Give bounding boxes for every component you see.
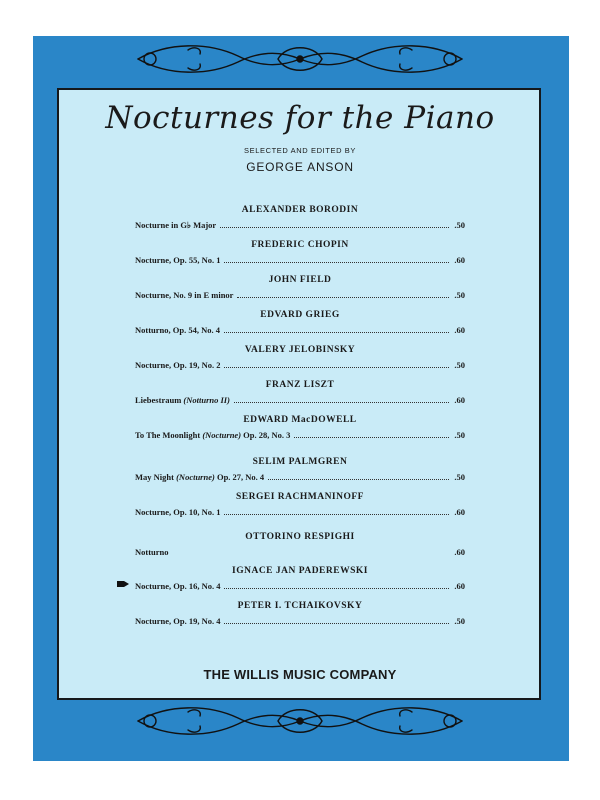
composer-name: PETER I. TCHAIKOVSKY [237, 601, 363, 611]
work-title: Nocturne, Op. 19, No. 4 [135, 616, 221, 626]
work-line [135, 616, 465, 626]
dot-leader [224, 588, 449, 589]
work-title: May Night [135, 472, 174, 482]
composer-name: EDWARD MacDOWELL [243, 415, 357, 425]
price: .50 [454, 616, 465, 626]
work-opus: Op. 28, No. 3 [243, 430, 291, 440]
work-title: Nocturne, Op. 16, No. 4 [135, 581, 221, 591]
dot-leader [224, 623, 449, 624]
subtitle: SELECTED AND EDITED BY [244, 146, 356, 155]
work-line [135, 430, 465, 440]
work-line [135, 581, 465, 591]
price: .60 [454, 507, 465, 517]
work-title: Nocturne in G♭ Major [135, 220, 217, 230]
dot-leader [224, 262, 449, 263]
price: .50 [454, 360, 465, 370]
editor-name: GEORGE ANSON [246, 160, 354, 174]
dot-leader [294, 437, 449, 438]
composer-name: SERGEI RACHMANINOFF [236, 492, 364, 502]
price: .60 [454, 581, 465, 591]
work-title: Notturno [135, 547, 169, 557]
bottom-flourish-icon [128, 700, 472, 742]
work-subtitle: (Notturno II) [183, 395, 230, 405]
top-flourish-icon [128, 38, 472, 80]
dot-leader [234, 402, 449, 403]
dot-leader [237, 297, 449, 298]
composer-name: FREDERIC CHOPIN [251, 240, 349, 250]
price: .60 [454, 325, 465, 335]
work-opus: Op. 27, No. 4 [216, 472, 265, 482]
price: .60 [454, 547, 465, 557]
work-line [135, 360, 465, 370]
work-title: Nocturne, Op. 55, No. 1 [135, 255, 221, 265]
price: .50 [454, 290, 465, 300]
composer-name: ALEXANDER BORODIN [241, 205, 359, 215]
pointing-hand-icon [117, 579, 129, 589]
composer-name: JOHN FIELD [268, 275, 332, 285]
dot-leader [224, 332, 449, 333]
work-line [135, 255, 465, 265]
dot-leader [224, 367, 449, 368]
price: .50 [454, 220, 465, 230]
price: .60 [454, 395, 465, 405]
publisher-name: THE WILLIS MUSIC COMPANY [203, 667, 397, 682]
composer-name: IGNACE JAN PADEREWSKI [232, 566, 368, 576]
work-line [135, 395, 465, 405]
work-title: Nocturne, Op. 10, No. 1 [135, 507, 221, 517]
composer-name: SELIM PALMGREN [252, 457, 348, 467]
price: .60 [454, 255, 465, 265]
work-title: To The Moonlight [135, 430, 201, 440]
dot-leader [224, 514, 449, 515]
work-line [135, 290, 465, 300]
work-subtitle: (Nocturne) [202, 430, 242, 440]
work-title: Liebestraum [135, 395, 182, 405]
work-line [135, 472, 465, 482]
price: .50 [454, 472, 465, 482]
work-line [135, 507, 465, 517]
composer-name: VALERY JELOBINSKY [244, 345, 356, 355]
dot-leader [268, 479, 449, 480]
work-line [135, 547, 465, 557]
work-subtitle: (Nocturne) [176, 472, 215, 482]
work-title: Nocturne, No. 9 in E minor [135, 290, 234, 300]
work-title: Nocturne, Op. 19, No. 2 [135, 360, 221, 370]
composer-name: EDVARD GRIEG [260, 310, 340, 320]
work-title: Notturno, Op. 54, No. 4 [135, 325, 221, 335]
work-line [135, 325, 465, 335]
work-line [135, 220, 465, 231]
page-title: Nocturnes for the Piano [105, 100, 495, 136]
price: .50 [454, 430, 465, 440]
composer-name: FRANZ LISZT [265, 380, 335, 390]
composer-name: OTTORINO RESPIGHI [245, 532, 355, 542]
dot-leader [220, 227, 449, 228]
